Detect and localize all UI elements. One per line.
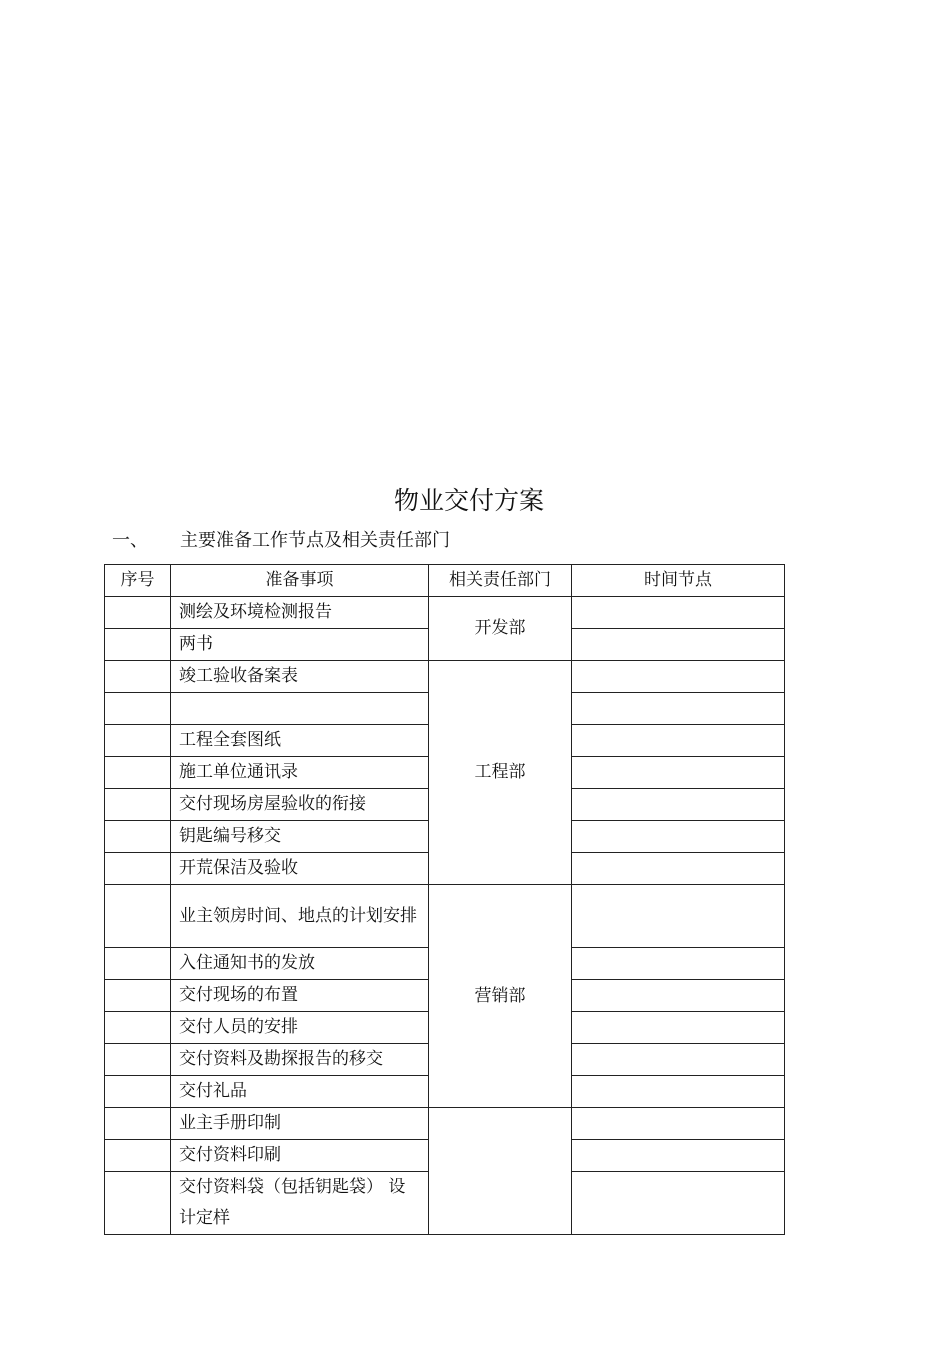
row-item: 业主领房时间、地点的计划安排 xyxy=(171,885,429,948)
row-item: 交付资料袋（包括钥匙袋） 设计定样 xyxy=(171,1172,429,1235)
department-unassigned xyxy=(429,1108,572,1235)
row-index xyxy=(105,1140,171,1172)
row-index xyxy=(105,821,171,853)
row-item: 交付资料印刷 xyxy=(171,1140,429,1172)
row-item: 工程全套图纸 xyxy=(171,725,429,757)
row-item: 开荒保洁及验收 xyxy=(171,853,429,885)
row-time xyxy=(572,1044,785,1076)
row-time xyxy=(572,1012,785,1044)
header-department: 相关责任部门 xyxy=(429,565,572,597)
row-index xyxy=(105,629,171,661)
row-item: 钥匙编号移交 xyxy=(171,821,429,853)
row-index xyxy=(105,1108,171,1140)
preparation-table xyxy=(104,564,785,1235)
row-index xyxy=(105,1012,171,1044)
row-time xyxy=(572,757,785,789)
section-heading-text: 主要准备工作节点及相关责任部门 xyxy=(180,530,450,551)
row-index xyxy=(105,1076,171,1108)
table-header-row xyxy=(105,565,785,597)
header-item: 准备事项 xyxy=(171,565,429,597)
row-item: 交付人员的安排 xyxy=(171,1012,429,1044)
row-time xyxy=(572,1140,785,1172)
row-time xyxy=(572,948,785,980)
row-item: 交付礼品 xyxy=(171,1076,429,1108)
row-index xyxy=(105,757,171,789)
row-item: 测绘及环境检测报告 xyxy=(171,597,429,629)
row-index xyxy=(105,725,171,757)
row-time xyxy=(572,821,785,853)
table-row xyxy=(105,597,785,629)
row-index xyxy=(105,789,171,821)
row-time xyxy=(572,789,785,821)
row-time xyxy=(572,629,785,661)
row-time xyxy=(572,1108,785,1140)
row-item: 施工单位通讯录 xyxy=(171,757,429,789)
row-time xyxy=(572,1076,785,1108)
table-row xyxy=(105,1108,785,1140)
row-index xyxy=(105,1044,171,1076)
row-index xyxy=(105,661,171,693)
row-index xyxy=(105,597,171,629)
row-item: 交付现场的布置 xyxy=(171,980,429,1012)
row-time xyxy=(572,1172,785,1235)
row-index xyxy=(105,885,171,948)
row-index xyxy=(105,693,171,725)
row-item: 交付现场房屋验收的衔接 xyxy=(171,789,429,821)
row-time xyxy=(572,725,785,757)
row-item: 竣工验收备案表 xyxy=(171,661,429,693)
section-number: 一、 xyxy=(112,530,148,551)
department-marketing: 营销部 xyxy=(429,885,572,1108)
section-heading xyxy=(112,527,450,555)
row-item: 交付资料及勘探报告的移交 xyxy=(171,1044,429,1076)
row-time xyxy=(572,980,785,1012)
row-item xyxy=(171,693,429,725)
table-row xyxy=(105,661,785,693)
table-row xyxy=(105,885,785,948)
row-time xyxy=(572,661,785,693)
row-index xyxy=(105,980,171,1012)
row-time xyxy=(572,885,785,948)
department-development: 开发部 xyxy=(429,597,572,661)
row-item: 业主手册印制 xyxy=(171,1108,429,1140)
header-index: 序号 xyxy=(105,565,171,597)
row-item: 两书 xyxy=(171,629,429,661)
row-index xyxy=(105,1172,171,1235)
row-time xyxy=(572,597,785,629)
row-time xyxy=(572,693,785,725)
department-engineering: 工程部 xyxy=(429,661,572,885)
document-title: 物业交付方案 xyxy=(393,486,544,515)
row-index xyxy=(105,853,171,885)
row-index xyxy=(105,948,171,980)
header-time: 时间节点 xyxy=(572,565,785,597)
row-time xyxy=(572,853,785,885)
row-item: 入住通知书的发放 xyxy=(171,948,429,980)
